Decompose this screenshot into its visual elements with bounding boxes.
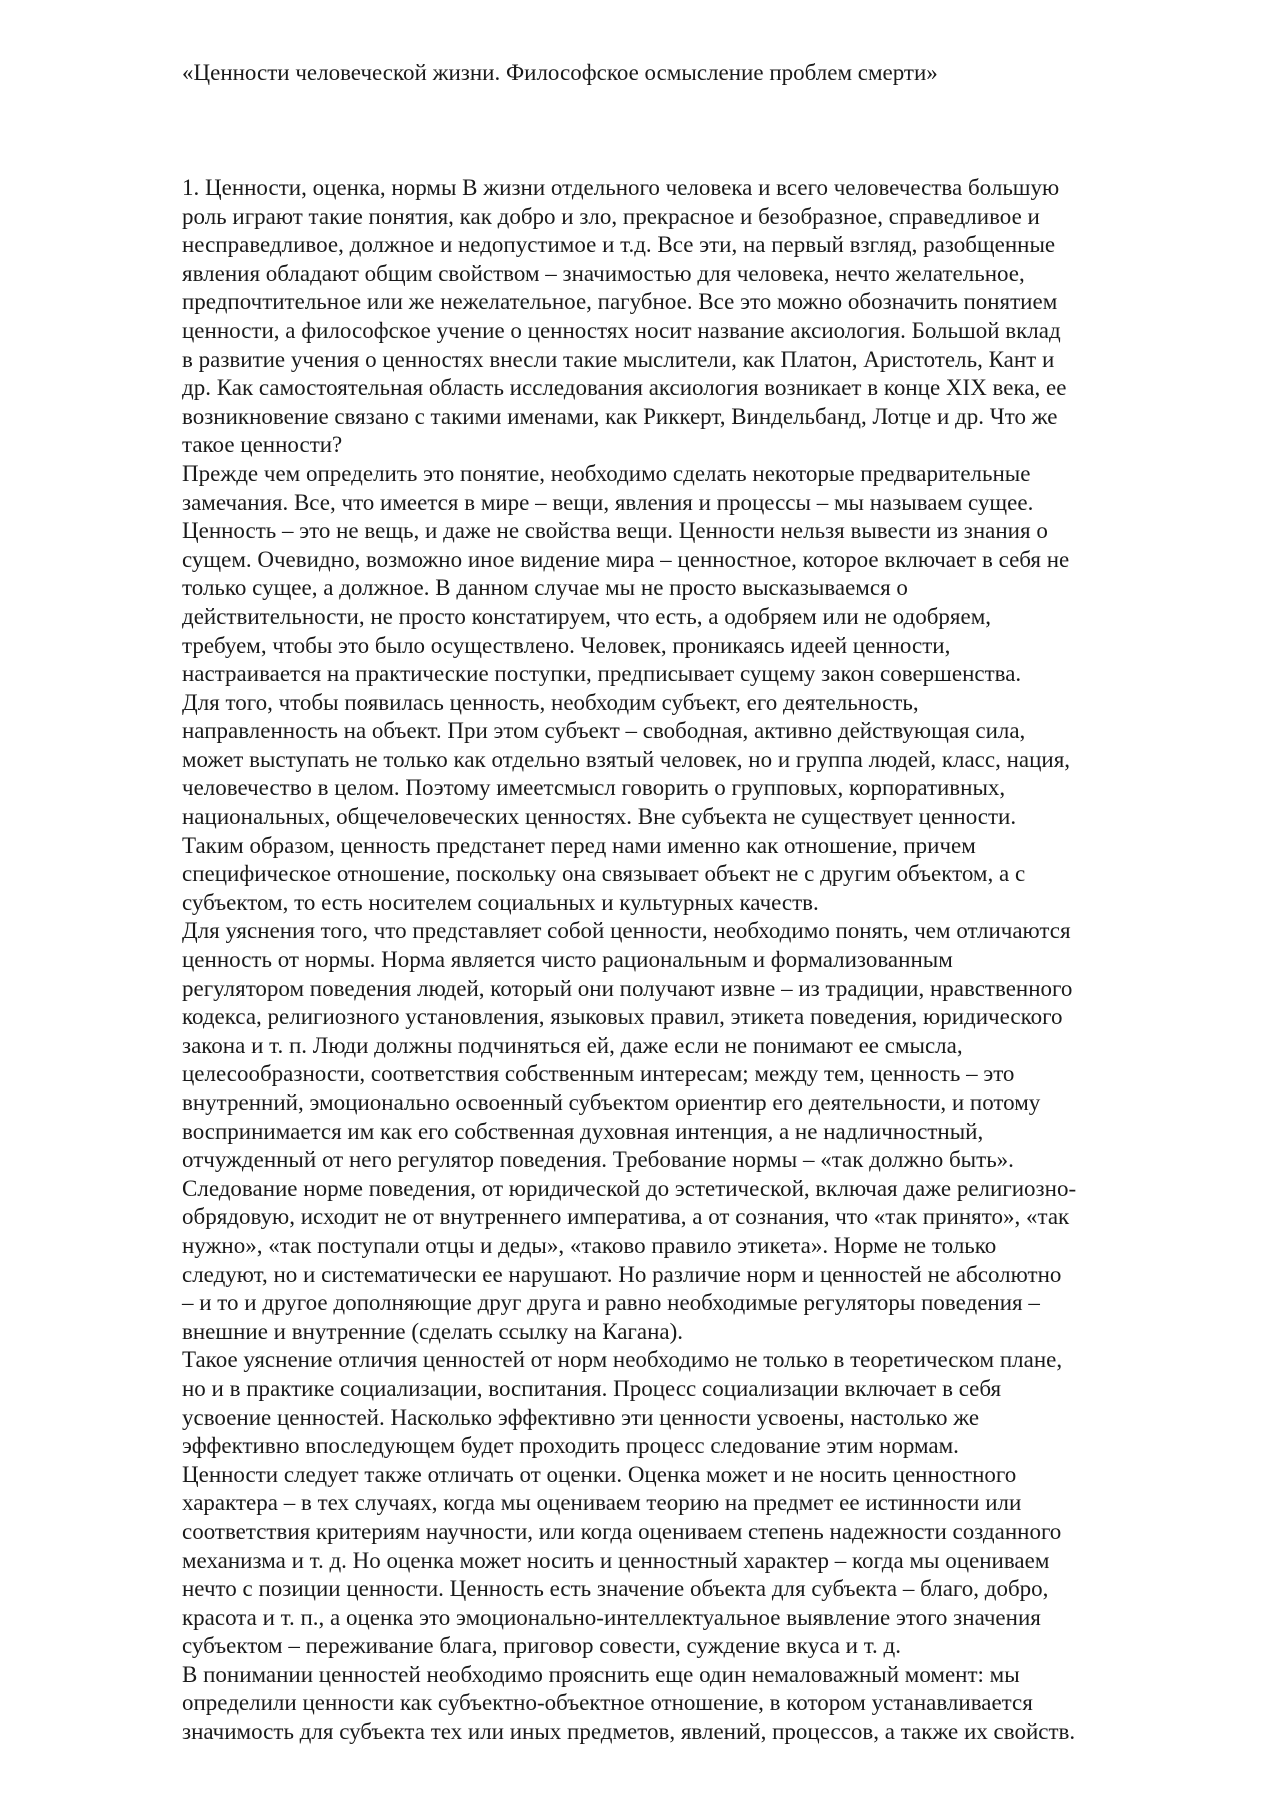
text-line: ценность от нормы. Норма является чисто рациональным и формализованным — [182, 947, 953, 973]
text-line: следуют, но и систематически ее нарушают. Но различие норм и ценностей не абсолютно — [182, 1261, 1062, 1287]
text-line: национальных, общечеловеческих ценностях. Вне субъекта не существует ценности. — [182, 804, 1017, 830]
text-line: др. Как самостоятельная область исследования аксиология возникает в конце XIX века, ее — [182, 375, 1067, 401]
text-line: только сущее, а должное. В данном случае мы не просто высказываемся о — [182, 575, 908, 601]
document-title: «Ценности человеческой жизни. Философское осмысление проблем смерти» — [182, 60, 938, 85]
text-line: соответствия критериям научности, или когда оцениваем степень надежности созданного — [182, 1518, 1062, 1544]
paragraph-2 — [182, 460, 1192, 689]
text-line: целесообразности, соответствия собственным интересам; между тем, ценность – это — [182, 1061, 1015, 1087]
text-line: специфическое отношение, поскольку она связывает объект не с другим объектом, а с — [182, 861, 1026, 887]
text-line: нечто с позиции ценности. Ценность есть значение объекта для субъекта – благо, добро, — [182, 1576, 1049, 1602]
text-line: Таким образом, ценность предстанет перед нами именно как отношение, причем — [182, 832, 976, 858]
text-line: Для того, чтобы появилась ценность, необходим субъект, его деятельность, — [182, 689, 919, 715]
paragraph-5 — [182, 1346, 1192, 1460]
text-line: Для уяснения того, что представляет собой ценности, необходимо понять, чем отличаются — [182, 918, 1071, 944]
text-line: такое ценности? — [182, 432, 343, 458]
paragraph-7 — [182, 1661, 1192, 1747]
text-line: сущем. Очевидно, возможно иное видение мира – ценностное, которое включает в себя не — [182, 546, 1070, 572]
paragraph-1 — [182, 174, 1192, 460]
text-line: возникновение связано с такими именами, как Риккерт, Виндельбанд, Лотце и др. Что же — [182, 403, 1058, 429]
text-line: настраивается на практические поступки, предписывает сущему закон совершенства. — [182, 661, 1022, 687]
text-line: закона и т. п. Люди должны подчиняться ей, даже если не понимают ее смысла, — [182, 1032, 963, 1058]
paragraph-4 — [182, 917, 1192, 1346]
text-line: эффективно впоследующем будет проходить процесс следование этим нормам. — [182, 1433, 959, 1459]
text-line: человечество в целом. Поэтому имеетсмысл говорить о групповых, корпоративных, — [182, 775, 1006, 801]
text-line: субъектом – переживание блага, приговор совести, суждение вкуса и т. д. — [182, 1633, 901, 1659]
text-line: роль играют такие понятия, как добро и зло, прекрасное и безобразное, справедливое и — [182, 203, 1040, 229]
text-line: направленность на объект. При этом субъект – свободная, активно действующая сила, — [182, 718, 1026, 744]
text-line: субъектом, то есть носителем социальных и культурных качеств. — [182, 889, 819, 915]
text-line: в развитие учения о ценностях внесли такие мыслители, как Платон, Аристотель, Кант и — [182, 346, 1055, 372]
text-line: 1. Ценности, оценка, нормы В жизни отдельного человека и всего человечества большую — [182, 175, 1060, 200]
text-line: может выступать не только как отдельно взятый человек, но и группа людей, класс, нация, — [182, 746, 1071, 772]
text-line: нужно», «так поступали отцы и деды», «таково правило этикета». Норме не только — [182, 1232, 997, 1258]
text-line: несправедливое, должное и недопустимое и т.д. Все эти, на первый взгляд, разобщенные — [182, 232, 1056, 258]
text-line: кодекса, религиозного установления, языковых правил, этикета поведения, юридического — [182, 1004, 1063, 1030]
text-line: Прежде чем определить это понятие, необходимо сделать некоторые предварительные — [182, 460, 1031, 486]
text-line: Такое уяснение отличия ценностей от норм необходимо не только в теоретическом плане, — [182, 1347, 1063, 1373]
text-line: ценности, а философское учение о ценностях носит название аксиология. Большой вклад — [182, 317, 1061, 343]
text-line: значимость для субъекта тех или иных предметов, явлений, процессов, а также их свойств. — [182, 1719, 1076, 1745]
text-line: – и то и другое дополняющие друг друга и равно необходимые регуляторы поведения – — [182, 1290, 1040, 1316]
text-line: внешние и внутренние (сделать ссылку на Кагана). — [182, 1318, 684, 1344]
text-line: усвоение ценностей. Насколько эффективно эти ценности усвоены, настолько же — [182, 1404, 980, 1430]
text-line: действительности, не просто констатируем, что есть, а одобряем или не одобряем, — [182, 603, 991, 629]
text-line: механизма и т. д. Но оценка может носить и ценностный характер – когда мы оцениваем — [182, 1547, 1050, 1573]
paragraph-3 — [182, 689, 1192, 918]
text-line: отчужденный от него регулятор поведения. Требование нормы – «так должно быть». — [182, 1147, 1014, 1173]
text-line: требуем, чтобы это было осуществлено. Человек, проникаясь идеей ценности, — [182, 632, 951, 658]
text-line: определили ценности как субъектно-объектное отношение, в котором устанавливается — [182, 1690, 1033, 1716]
text-line: Ценности следует также отличать от оценки. Оценка может и не носить ценностного — [182, 1461, 1017, 1487]
text-line: но и в практике социализации, воспитания. Процесс социализации включает в себя — [182, 1375, 1002, 1401]
text-line: В понимании ценностей необходимо прояснить еще один немаловажный момент: мы — [182, 1661, 1020, 1687]
text-line: Ценность – это не вещь, и даже не свойства вещи. Ценности нельзя вывести из знания о — [182, 518, 1048, 544]
text-line: обрядовую, исходит не от внутреннего императива, а от сознания, что «так принято», «так — [182, 1204, 1070, 1230]
text-line: красота и т. п., а оценка это эмоционально-интеллектуальное выявление этого значения — [182, 1604, 1041, 1630]
text-line: регулятором поведения людей, который они получают извне – из традиции, нравственного — [182, 975, 1073, 1001]
text-line: предпочтительное или же нежелательное, пагубное. Все это можно обозначить понятием — [182, 289, 1058, 315]
text-line: явления обладают общим свойством – значимостью для человека, нечто желательное, — [182, 260, 1025, 286]
text-line: Следование норме поведения, от юридической до эстетической, включая даже религиозно- — [182, 1175, 1077, 1201]
document-body — [182, 174, 1192, 1747]
text-line: замечания. Все, что имеется в мире – вещи, явления и процессы – мы называем сущее. — [182, 489, 1034, 515]
text-line: воспринимается им как его собственная духовная интенция, а не надличностный, — [182, 1118, 984, 1144]
text-line: характера – в тех случаях, когда мы оцениваем теорию на предмет ее истинности или — [182, 1490, 1022, 1516]
text-line: внутренний, эмоционально освоенный субъектом ориентир его деятельности, и потому — [182, 1090, 1041, 1115]
paragraph-6 — [182, 1461, 1192, 1661]
